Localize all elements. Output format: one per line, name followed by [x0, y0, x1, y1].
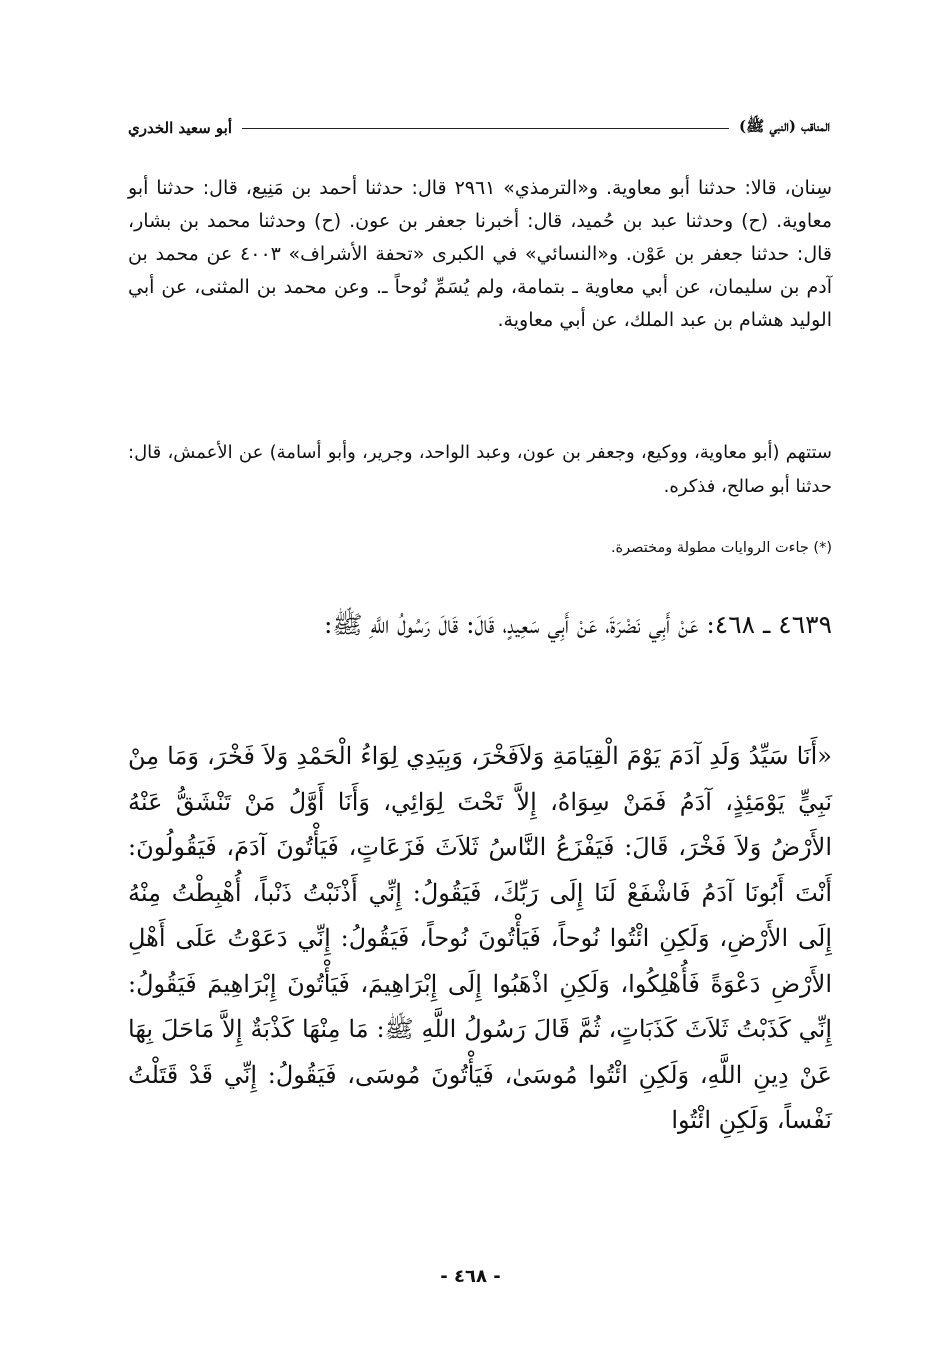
hadith-matn: «أَنَا سَيِّدُ وَلَدِ آدَمَ يَوْمَ الْقِيَامَةِ وَلاَفَخْرَ، وَبِيَدِي لِوَاءُ الْحَمْدِ وَلاَ فَخْرَ، وَمَا مِنْ نَبِيٍّ يَوْمَئِذٍ، آدَمُ فَمَنْ سِوَاهُ، إِلاَّ تَحْتَ لِوَائِي، وَأَنَا أَوَّلُ مَنْ تَنْشَقُّ عَنْهُ الأَرْضُ وَلاَ فَخْرَ، قَالَ: فَيَفْزَعُ النَّاسُ ثَلاَثَ فَزَعَاتٍ، فَيَأْتُونَ آدَمَ، فَيَقُولُونَ: أَنْتَ أَبُونَا آدَمُ فَاشْفَعْ لَنَا إِلَى رَبِّكَ، فَيَقُولُ: إِنِّي أَذْنَبْتُ ذَنْباً، أُهْبِطْتُ مِنْهُ إِلَى الأَرْضِ، وَلَكِنِ ائْتُوا نُوحاً، فَيَأْتُونَ نُوحاً، فَيَقُولُ: إِنِّي دَعَوْتُ عَلَى أَهْلِ الأَرْضِ دَعْوَةً فَأُهْلِكُوا، وَلَكِنِ اذْهَبُوا إِلَى إِبْرَاهِيمَ، فَيَأْتُونَ إِبْرَاهِيمَ فَيَقُولُ: إِنِّي كَذَبْتُ ثَلاَثَ كَذَبَاتٍ، ثُمَّ قَالَ رَسُولُ اللَّهِ ﷺ: مَا مِنْهَا كَذْبَةٌ إِلاَّ مَاحَلَ بِهَا عَنْ دِينِ اللَّهِ، وَلَكِنِ ائْتُوا مُوسَىٰ، فَيَأْتُونَ مُوسَى، فَيَقُولُ: إِنِّي قَدْ قَتَلْتُ نَفْساً، وَلَكِنِ ائْتُوا: [128, 742, 832, 1134]
running-header: [128, 116, 830, 140]
footnote: (*) جاءت الروايات مطولة ومختصرة.: [610, 540, 832, 556]
hadith-isnad: ٤٦٣٩ ـ ٤٦٨: عَنْ أَبِي نَضْرَةَ، عَنْ أَبِي سَعِيدٍ، قَالَ: قَالَ رَسُولُ اللَّهِ ﷺ:: [323, 610, 832, 639]
header-rule: [242, 128, 729, 129]
header-companion-name: أبو سعيد الخدري: [128, 119, 233, 137]
narrators-paragraph: ستتهم (أبو معاوية، ووكيع، وجعفر بن عون، وعبد الواحد، وجرير، وأبو أسامة) عن الأعمش، قال: حدثنا أبو صالح، فذكره.: [128, 442, 832, 497]
sources-paragraph: سِنان، قالا: حدثنا أبو معاوية. و«الترمذي» ٢٩٦١ قال: حدثنا أحمد بن مَنِيع، قال: حدثنا أبو معاوية. (ح) وحدثنا عبد بن حُميد، قال: أخبرنا جعفر بن عون. (ح) وحدثنا محمد بن بشار، قال: حدثنا جعفر بن عَوْن. و«النسائي» في الكبرى «تحفة الأشراف» ٤٠٠٣ عن محمد بن آدم بن سليمان، عن أبي معاوية ـ بتمامة، ولم يُسَمِّ نُوحاً ـ. وعن محمد بن المثنى، عن أبي الوليد هشام بن عبد الملك، عن أبي معاوية.: [128, 177, 833, 331]
page-number: - ٤٦٨ -: [440, 1266, 501, 1287]
header-chapter-title: المناقب (النبي ﷺ): [739, 117, 830, 135]
